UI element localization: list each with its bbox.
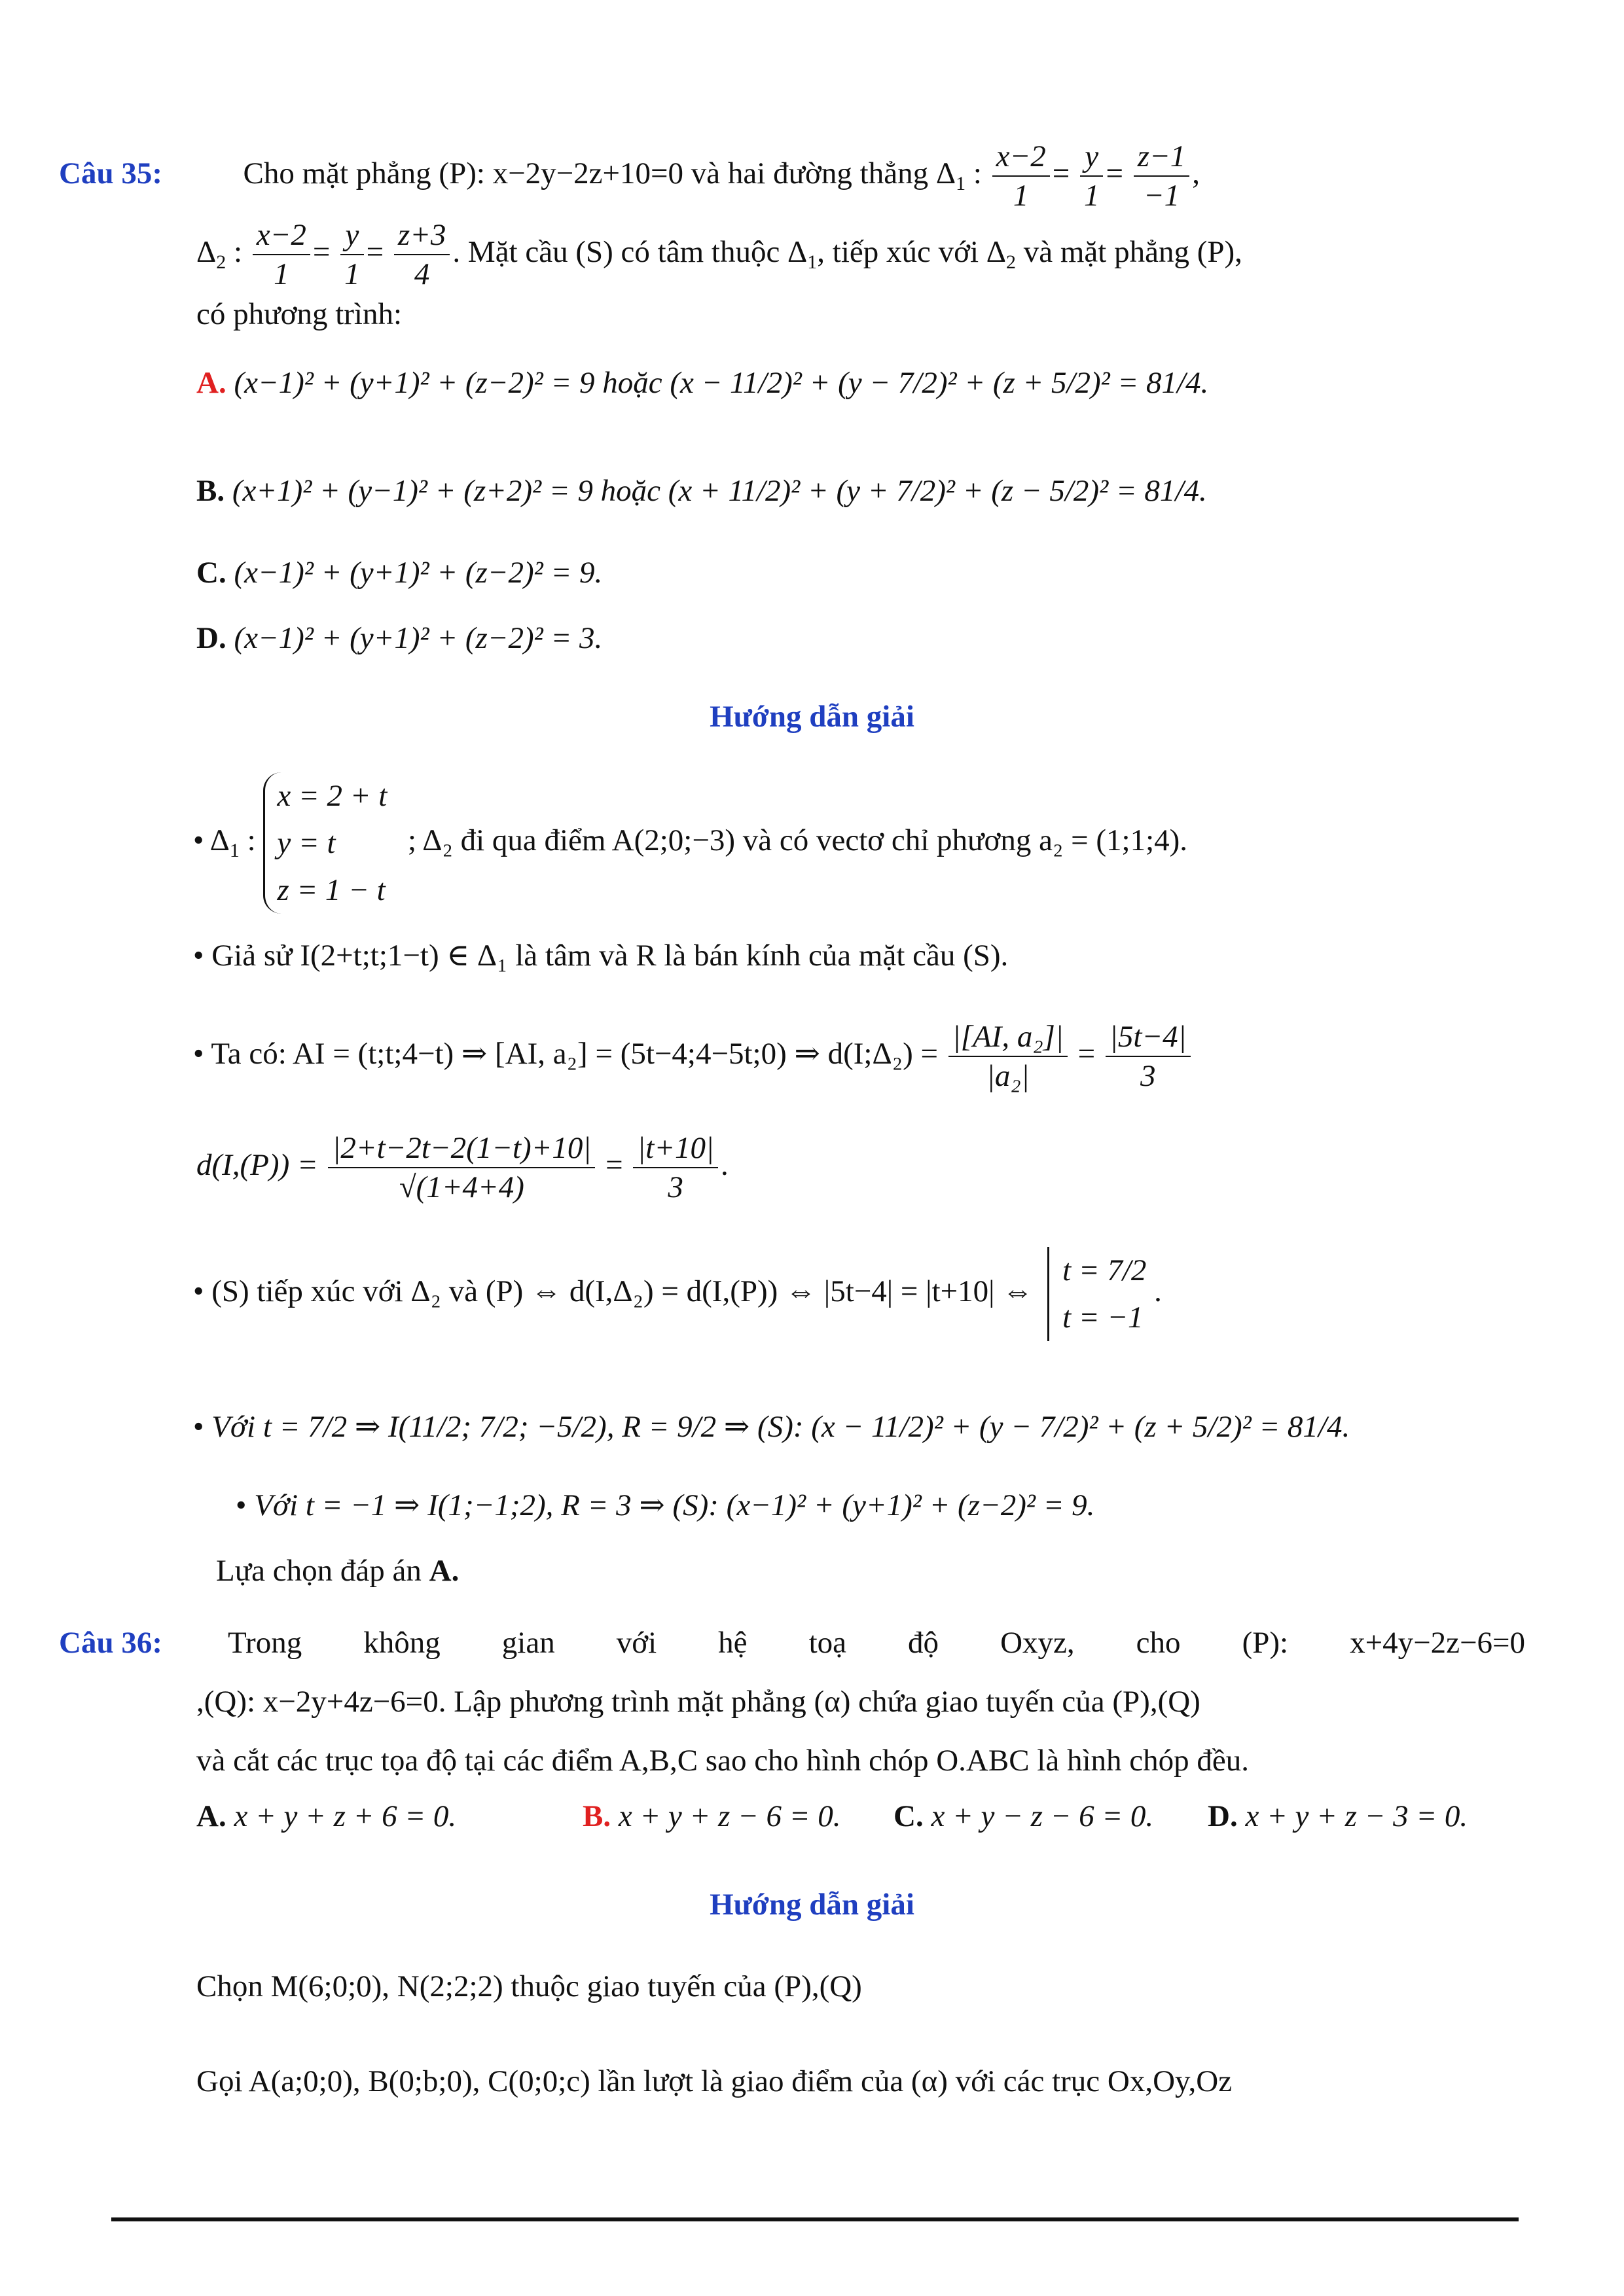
q35-step7-text: Với t = −1 ⇒ I(1;−1;2), R = 3 ⇒ (S): (x−1)² + (y+1)² + (z−2)² = 9. (254, 1488, 1095, 1522)
q35-option-c-label: C. (196, 556, 226, 590)
q36-option-a: A. x + y + z + 6 = 0. (196, 1799, 457, 1833)
q35-answer-text: Lựa chọn đáp án (216, 1554, 422, 1588)
q35-option-c (196, 553, 602, 592)
q36-option-d: D. x + y + z − 3 = 0. (1208, 1799, 1468, 1833)
q35-step3-text: Ta có: AI = (t;t;4−t) ⇒ [AI, a₂] = (5t−4;4−5t;0) ⇒ d(I;Δ₂) = (211, 1036, 939, 1071)
q35-frac2: $\frac{y}{1}$ (1080, 137, 1104, 215)
q35-line1: Câu 35: Cho mặt phẳng (P): x−2y−2z+10=0 và hai đường thẳng $\Delta_1$ : $\frac{x-2}{1}$ = $\frac{y}{1}$ = $\frac{z-1}{-1}$ , (59, 137, 1200, 215)
q35-step5-cases: t = 7/2 t = −1 (1047, 1247, 1146, 1341)
q36-line1-text: Trong không gian với hệ toạ độ Oxyz, cho (P): x+4y−2z−6=0 (227, 1626, 1525, 1660)
q35-answer-letter: A. (429, 1554, 460, 1588)
q35-step7: • Với t = −1 ⇒ I(1;−1;2), R = 3 ⇒ (S): (x−1)² + (y+1)² + (z−2)² = 9. (236, 1488, 1095, 1522)
q35-option-b-label: B. (196, 474, 225, 508)
q36-guide-line1: Chọn M(6;0;0), N(2;2;2) thuộc giao tuyến của (P),(Q) (196, 1969, 862, 2003)
q35-step5-text: (S) tiếp xúc với Δ₂ và (P) ⇔ d(I,Δ₂) = d(I,(P)) ⇔ |5t−4| = |t+10| ⇔ (211, 1274, 1034, 1308)
q35-option-d (196, 619, 602, 658)
q35-delta1-sub: 1 (956, 172, 966, 194)
q35-step6-text: Với t = 7/2 ⇒ I(11/2; 7/2; −5/2), R = 9/2 ⇒ (S): (x − 11/2)² + (y − 7/2)² + (z + 5/2)² = 81/4. (211, 1410, 1350, 1444)
q35-option-b (196, 471, 1207, 511)
q35-frac1: $\frac{x-2}{1}$ (992, 137, 1050, 215)
q35-delta2: Δ (196, 234, 217, 269)
q36-option-b: B. x + y + z − 6 = 0. (583, 1799, 841, 1833)
q35-line2: $\Delta_2$ : $\frac{x-2}{1}$ = $\frac{y}{1}$ = $\frac{z+3}{4}$ . Mặt cầu (S) có tâm thuộc $\Delta_1$, tiếp xúc với $\Delta_2$ và mặt phẳng (P), (196, 216, 1242, 293)
q36-option-c: C. x + y − z − 6 = 0. (893, 1799, 1154, 1833)
q36-line2: ,(Q): x−2y+4z−6=0. Lập phương trình mặt phẳng (α) chứa giao tuyến của (P),(Q) (196, 1685, 1200, 1719)
q36-line1 (59, 1623, 1525, 1662)
q35-frac5: $\frac{y}{1}$ (340, 216, 364, 293)
q35-delta2-sub: 2 (216, 251, 226, 273)
q35-option-c-text: (x−1)² + (y+1)² + (z−2)² = 9. (234, 556, 603, 590)
q35-line1-text: Cho mặt phẳng (P): x−2y−2z+10=0 và hai đường thẳng Δ (243, 156, 956, 190)
q35-option-a (196, 363, 1208, 403)
q35-step4-prefix: d(I,(P)) = (196, 1147, 318, 1182)
q35-step5: • (S) tiếp xúc với Δ₂ và (P) ⇔ d(I,Δ₂) = d(I,(P)) ⇔ |5t−4| = |t+10| ⇔ t = 7/2 t = −1 . (193, 1247, 1162, 1341)
q35-frac3: $\frac{z-1}{-1}$ (1134, 137, 1190, 215)
q35-frac6: $\frac{z+3}{4}$ (394, 216, 450, 293)
q35-line3: có phương trình: (196, 297, 403, 331)
q35-line2-b: , tiếp xúc với Δ (817, 234, 1007, 269)
q35-option-b-text: (x+1)² + (y−1)² + (z+2)² = 9 hoặc (232, 474, 660, 508)
q35-guide-title: Hướng dẫn giải (710, 700, 914, 734)
q35-step6: • Với t = 7/2 ⇒ I(11/2; 7/2; −5/2), R = 9/2 ⇒ (S): (x − 11/2)² + (y − 7/2)² + (z + 5/2)² = 81/4. (193, 1410, 1350, 1444)
q35-step4: d(I,(P)) = $\frac{|2+t-2t-2(1-t)+10|}{√(1+4+4)}$ = $\frac{|t+10|}{3}$ . (196, 1129, 729, 1206)
q35-option-a-tail: (x − 11/2)² + (y − 7/2)² + (z + 5/2)² = 81/4. (670, 366, 1209, 400)
q35-step1-system: x = 2 + t y = t z = 1 − t (263, 772, 387, 914)
q35-line2-a: . Mặt cầu (S) có tâm thuộc Δ (452, 234, 808, 269)
q35-step4-frac: $\frac{|2+t-2t-2(1-t)+10|}{√(1+4+4)}$ (328, 1129, 595, 1206)
q35-frac4: $\frac{x-2}{1}$ (253, 216, 310, 293)
footer-rule (111, 2217, 1519, 2221)
q36-guide-title: Hướng dẫn giải (710, 1888, 914, 1922)
q35-step3: • Ta có: AI = (t;t;4−t) ⇒ [AI, a₂] = (5t−4;4−5t;0) ⇒ d(I;Δ₂) = $\frac{\text{|[AI, a₂]|}}{\text{|a₂|}}$ = $\frac{|5t-4|}{3}$ (193, 1018, 1193, 1095)
q35-option-a-text: (x−1)² + (y+1)² + (z−2)² = 9 hoặc (234, 366, 662, 400)
q35-label: Câu 35: (59, 156, 162, 190)
q36-line3: và cắt các trục tọa độ tại các điểm A,B,C sao cho hình chóp O.ABC là hình chóp đều. (196, 1744, 1250, 1778)
q36-guide-line2: Gọi A(a;0;0), B(0;b;0), C(0;0;c) lần lượt là giao điểm của (α) với các trục Ox,Oy,Oz (196, 2064, 1233, 2098)
q35-step2: • Giả sử I(2+t;t;1−t) ∈ Δ₁ là tâm và R là bán kính của mặt cầu (S). (193, 939, 1009, 973)
q35-option-d-text: (x−1)² + (y+1)² + (z−2)² = 3. (234, 621, 603, 655)
q35-option-b-tail: (x + 11/2)² + (y + 7/2)² + (z − 5/2)² = 81/4. (668, 474, 1207, 508)
q35-option-d-label: D. (196, 621, 226, 655)
q35-step1: • $\Delta_1$ : x = 2 + t y = t z = 1 − t ; Δ₂ đi qua điểm A(2;0;−3) và có vectơ chỉ phương a₂ = (1;1;4). (193, 772, 1187, 914)
q35-answer (216, 1551, 459, 1590)
q35-step2-text: Giả sử I(2+t;t;1−t) ∈ Δ₁ là tâm và R là bán kính của mặt cầu (S). (211, 939, 1009, 973)
q36-label: Câu 36: (59, 1626, 162, 1660)
q35-line2-c: và mặt phẳng (P), (1016, 234, 1242, 269)
q35-option-a-label: A. (196, 366, 226, 400)
q35-step4-frac2: $\frac{|t+10|}{3}$ (633, 1129, 718, 1206)
q35-step3-frac2: $\frac{|5t-4|}{3}$ (1106, 1018, 1191, 1095)
q35-step1-text: ; Δ₂ đi qua điểm A(2;0;−3) và có vectơ chỉ phương a₂ = (1;1;4). (408, 823, 1188, 857)
q35-step3-frac: $\frac{\text{|[AI, a₂]|}}{\text{|a₂|}}$ (948, 1018, 1068, 1095)
